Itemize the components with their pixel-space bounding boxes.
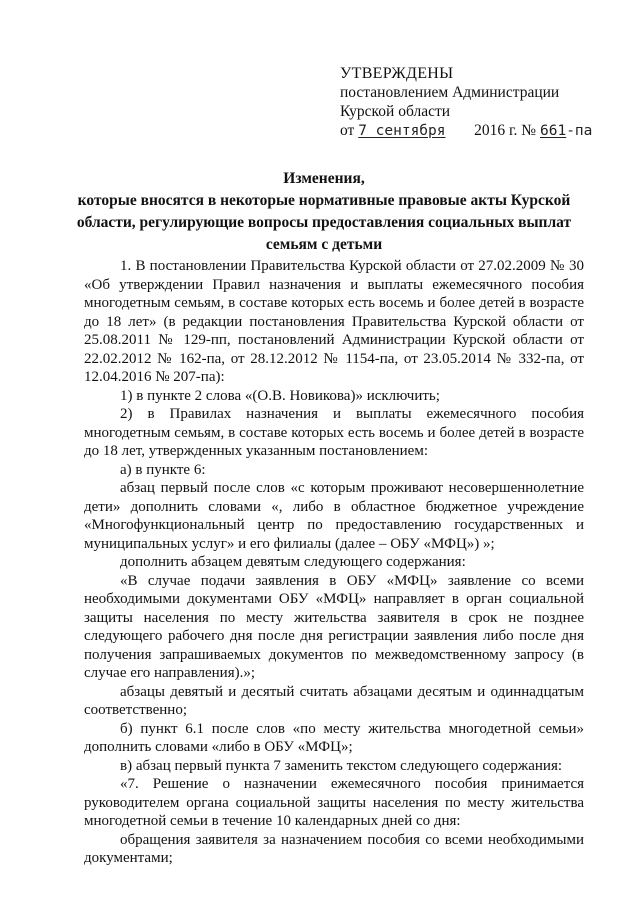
approval-date-prefix: от (340, 122, 355, 139)
paragraph-4: а) в пункте 6: (120, 461, 206, 478)
approval-number: 661 (539, 123, 567, 139)
approval-heading: УТВЕРЖДЕНЫ (340, 65, 454, 82)
document-body (84, 257, 584, 868)
title-line-1: Изменения, (283, 170, 365, 187)
paragraph-8: абзацы девятый и десятый считать абзацами десятым и одиннадцатым соответственно; (84, 683, 584, 718)
approval-line-2: Курской области (340, 103, 451, 120)
title-line-4: семьям с детьми (265, 236, 383, 253)
paragraph-1: 1. В постановлении Правительства Курской области от 27.02.2009 № 30 «Об утверждении Правил назначения и выплаты ежемесячного пособия многодетным семьям, в составе которых есть восемь и более детей в возрасте до 18 лет» (в редакции постановления Правительства Курской области от 25.08.2011 № 129-пп, постановлений Администрации Курской области от 22.02.2012 № 162-па, от 28.12.2012 № 1154-па, от 23.05.2014 № 332-па, от 12.04.2016 № 207-па): (84, 258, 584, 385)
document-title (60, 168, 588, 256)
approval-year: 2016 г. № (474, 122, 537, 139)
paragraph-10: в) абзац первый пункта 7 заменить текстом следующего содержания: (120, 757, 563, 774)
paragraph-11: «7. Решение о назначении ежемесячного пособия принимается руководителем органа социальной защиты населения по месту жительства многодетной семьи в течение 10 календарных дней со дня: (84, 776, 584, 829)
approval-date-value: 7 сентября (358, 123, 446, 139)
paragraph-7: «В случае подачи заявления в ОБУ «МФЦ» заявление со всеми необходимыми документами ОБУ «МФЦ» направляет в орган социальной защиты населения по месту жительства заявителя в срок не позднее следующего рабочего дня после дня регистрации заявления либо после дня получения запрашиваемых документов по межведомственному запросу (в случае его направления).»; (84, 572, 584, 681)
title-line-3: области, регулирующие вопросы предоставления социальных выплат (76, 214, 572, 231)
paragraph-3: 2) в Правилах назначения и выплаты ежемесячного пособия многодетным семьям, в составе которых есть восемь и более детей в возрасте до 18 лет, утвержденных указанным постановлением: (84, 406, 584, 459)
paragraph-12: обращения заявителя за назначением пособия со всеми необходимыми документами; (84, 831, 584, 866)
approval-date-line (340, 121, 630, 141)
paragraph-6: дополнить абзацем девятым следующего содержания: (120, 554, 466, 570)
paragraph-2: 1) в пункте 2 слова «(О.В. Новикова)» исключить; (120, 387, 440, 404)
approval-stamp (340, 64, 630, 141)
paragraph-9: б) пункт 6.1 после слов «по месту жительства многодетной семьи» дополнить словами «либо в ОБУ «МФЦ»; (84, 720, 584, 755)
paragraph-5: абзац первый после слов «с которым проживают несовершеннолетние дети» дополнить словами «, либо в областное бюджетное учреждение «Многофункциональный центр по предоставлению государственных и муниципальных услуг» и его филиалы (далее – ОБУ «МФЦ») »; (84, 480, 584, 552)
title-line-2: которые вносятся в некоторые нормативные правовые акты Курской (77, 192, 571, 209)
approval-number-suffix: -па (566, 123, 593, 139)
approval-line-1: постановлением Администрации (340, 84, 560, 101)
